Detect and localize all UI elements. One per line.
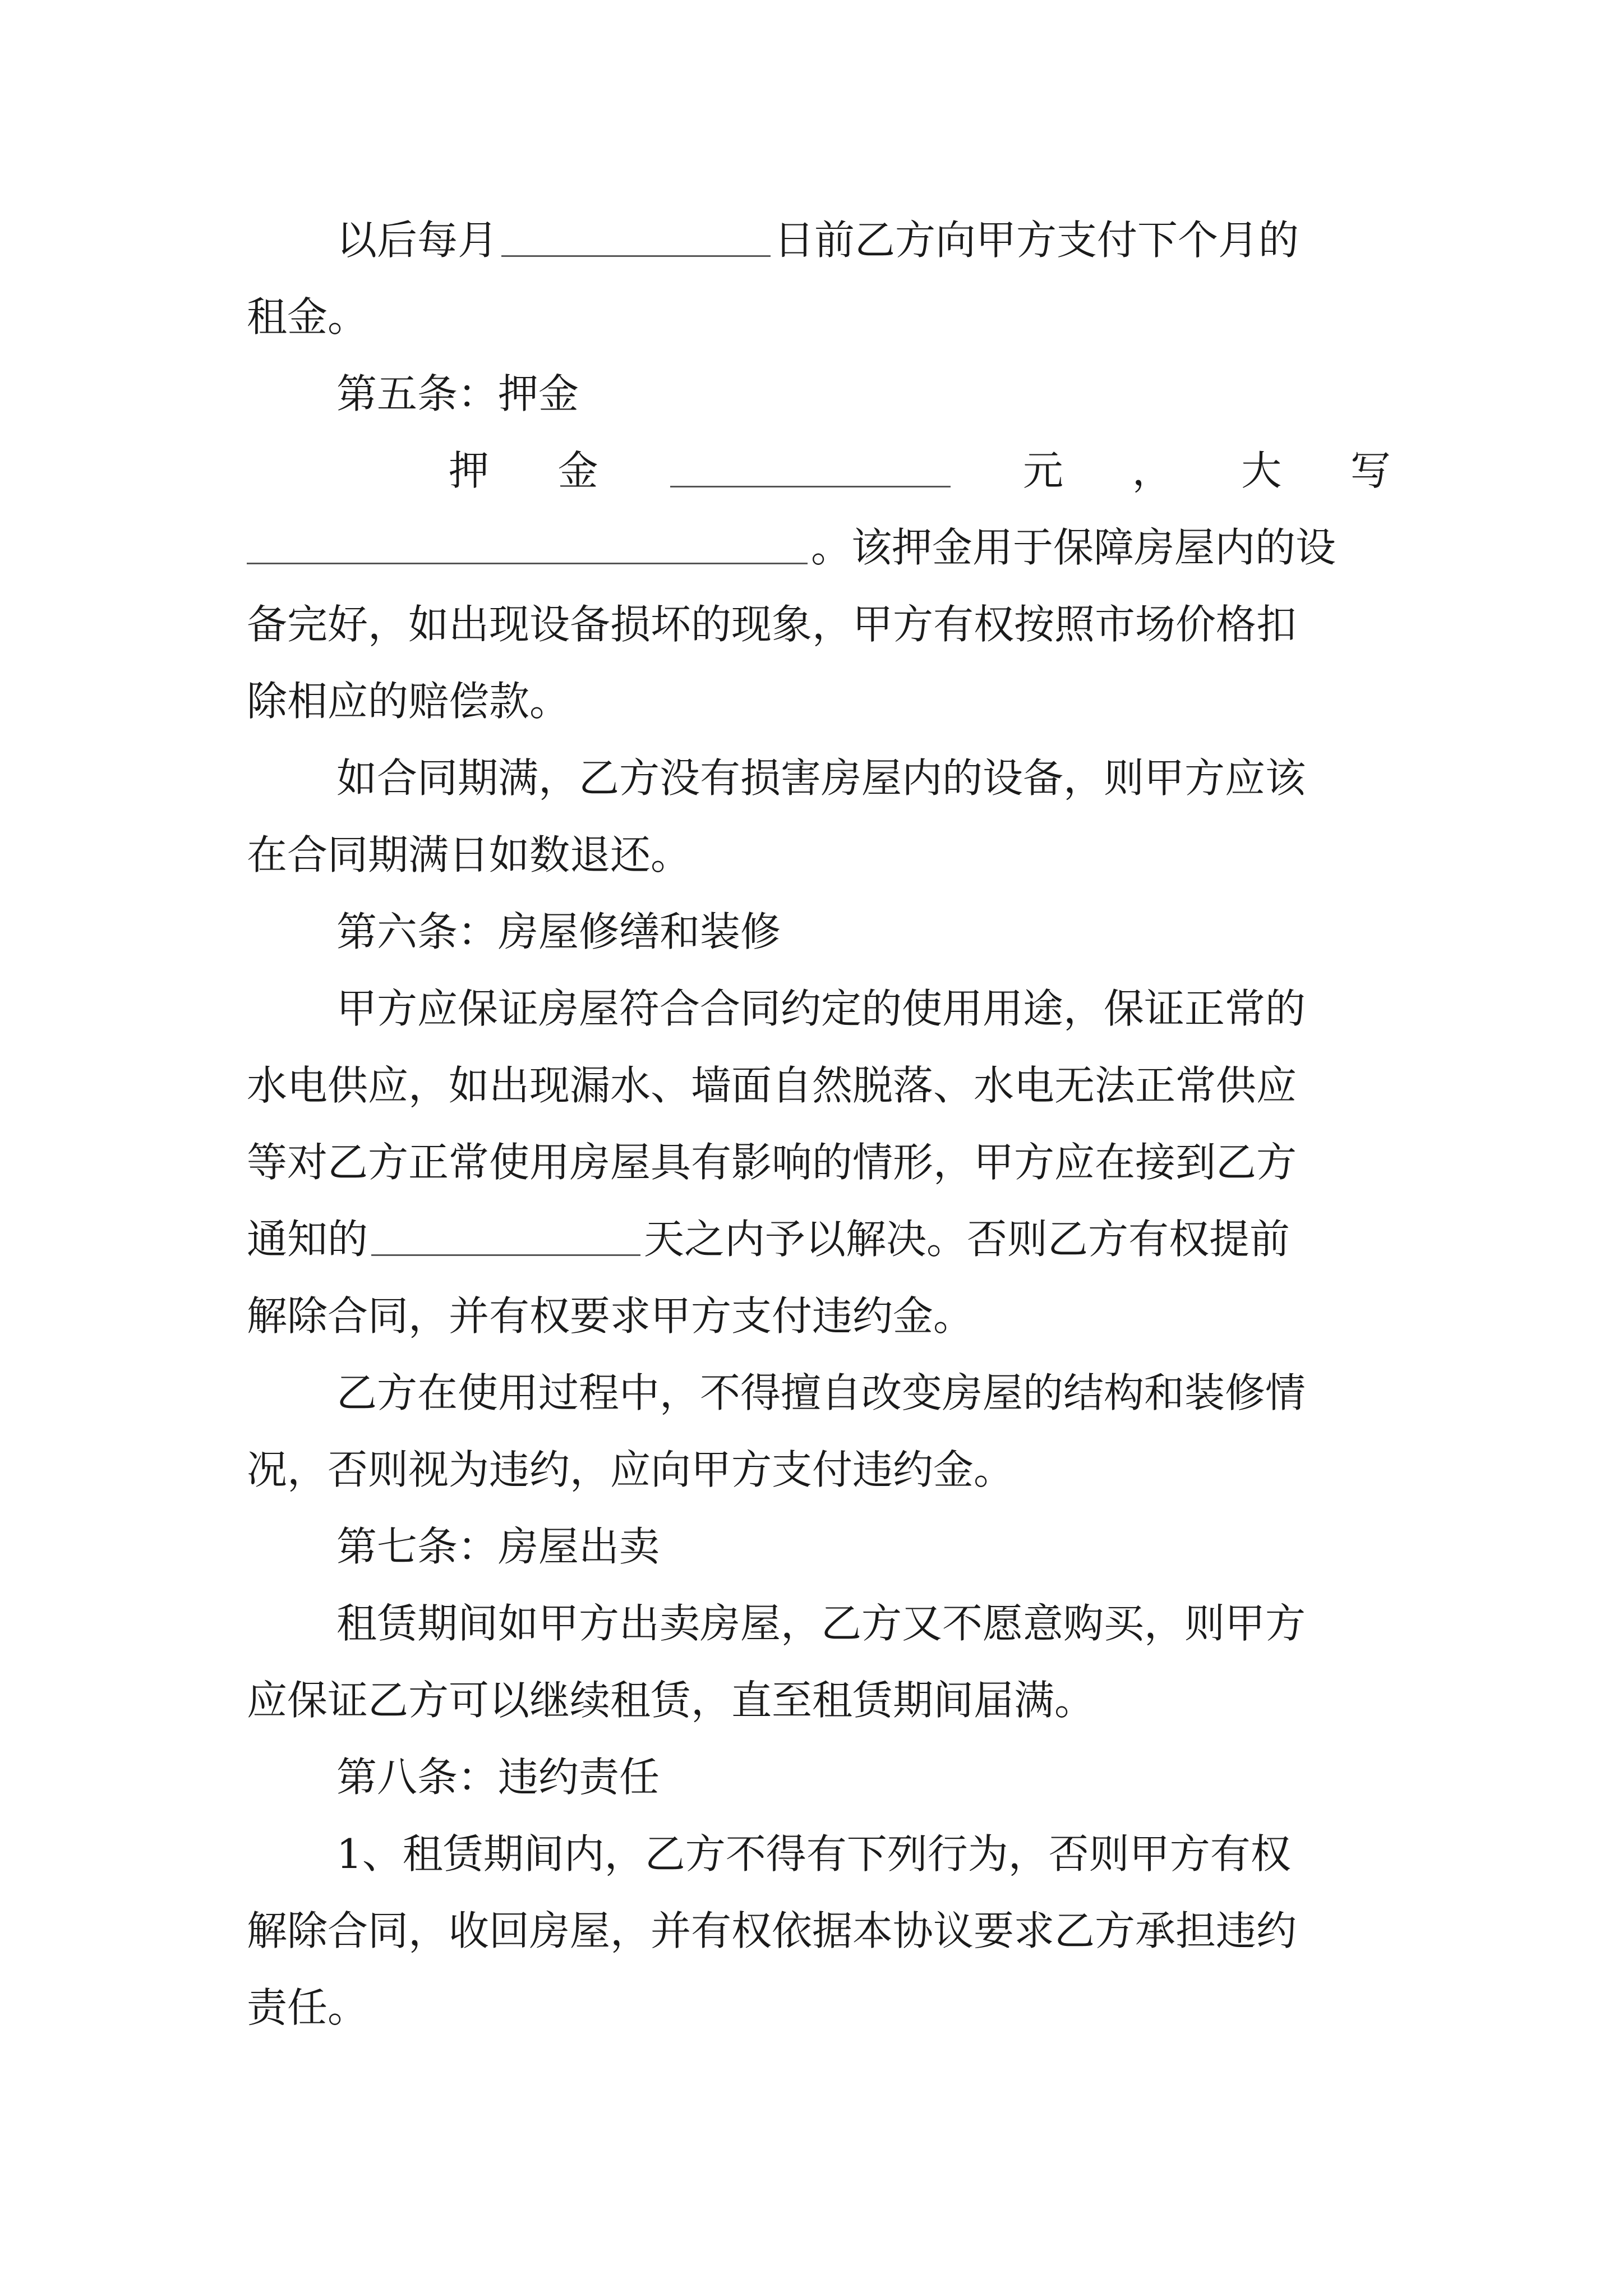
text: 解除合同，收回房屋，并有权依据本协议要求乙方承担违约 bbox=[247, 1907, 1297, 1954]
text: 除相应的赔偿款。 bbox=[247, 678, 570, 725]
daxie-char-2: 写 bbox=[1350, 447, 1391, 494]
deposit-char-1: 押 bbox=[449, 447, 490, 494]
deposit-refund-line-2 bbox=[247, 817, 1391, 894]
text: 。该押金用于保障房屋内的设 bbox=[811, 524, 1336, 571]
comma-text: ， bbox=[1132, 447, 1173, 494]
sale-line-2 bbox=[247, 1662, 1391, 1739]
rent-payment-line-2 bbox=[247, 279, 1391, 356]
article-8-heading bbox=[247, 1739, 1391, 1816]
text: 应保证乙方可以继续租赁，直至租赁期间届满。 bbox=[247, 1677, 1095, 1724]
days-blank bbox=[371, 1214, 640, 1256]
deposit-char-2: 金 bbox=[557, 447, 598, 494]
repair-line-4 bbox=[247, 1201, 1391, 1278]
repair-line-3 bbox=[247, 1124, 1391, 1201]
text: 水电供应，如出现漏水、墙面自然脱落、水电无法正常供应 bbox=[247, 1062, 1297, 1109]
text: 在合同期满日如数退还。 bbox=[247, 831, 691, 878]
text: 解除合同，并有权要求甲方支付违约金。 bbox=[247, 1292, 974, 1340]
text: 备完好，如出现设备损坏的现象，甲方有权按照市场价格扣 bbox=[247, 601, 1297, 648]
text: 等对乙方正常使用房屋具有影响的情形，甲方应在接到乙方 bbox=[247, 1139, 1297, 1186]
deposit-amount-line bbox=[247, 432, 1391, 509]
document-page bbox=[247, 202, 1391, 2046]
heading-text: 第七条：房屋出卖 bbox=[336, 1523, 660, 1570]
text: 租金。 bbox=[247, 293, 368, 341]
decoration-line-1 bbox=[247, 1355, 1391, 1432]
heading-text: 第六条：房屋修缮和装修 bbox=[336, 908, 781, 955]
deposit-line-2 bbox=[247, 509, 1391, 586]
deposit-capital-blank bbox=[247, 522, 808, 564]
yuan-text: 元 bbox=[1022, 447, 1063, 494]
decoration-line-2 bbox=[247, 1432, 1391, 1508]
deposit-line-3 bbox=[247, 586, 1391, 663]
text: 责任。 bbox=[247, 1984, 368, 2031]
heading-text: 第八条：违约责任 bbox=[336, 1754, 660, 1801]
deposit-line-4 bbox=[247, 663, 1391, 740]
text: 日前乙方向甲方支付下个月的 bbox=[774, 217, 1299, 264]
deposit-amount-blank bbox=[670, 445, 951, 487]
daxie-char-1: 大 bbox=[1241, 447, 1282, 494]
article-7-heading bbox=[247, 1508, 1391, 1585]
breach-line-2 bbox=[247, 1893, 1391, 1970]
heading-text: 第五条：押金 bbox=[336, 370, 579, 417]
text: 通知的 bbox=[247, 1216, 368, 1263]
article-5-heading bbox=[247, 356, 1391, 432]
repair-line-5 bbox=[247, 1278, 1391, 1355]
text: 1、租赁期间内，乙方不得有下列行为，否则甲方有权 bbox=[336, 1830, 1291, 1878]
day-blank bbox=[501, 215, 771, 257]
text: 甲方应保证房屋符合合同约定的使用用途，保证正常的 bbox=[336, 985, 1306, 1032]
sale-line-1 bbox=[247, 1585, 1391, 1662]
text: 租赁期间如甲方出卖房屋，乙方又不愿意购买，则甲方 bbox=[336, 1600, 1306, 1647]
breach-line-3 bbox=[247, 1970, 1391, 2046]
text: 如合同期满，乙方没有损害房屋内的设备，则甲方应该 bbox=[336, 754, 1306, 802]
text: 乙方在使用过程中，不得擅自改变房屋的结构和装修情 bbox=[336, 1369, 1306, 1416]
article-6-heading bbox=[247, 894, 1391, 970]
breach-line-1 bbox=[247, 1816, 1391, 1893]
text: 以后每月 bbox=[336, 217, 499, 264]
repair-line-2 bbox=[247, 1047, 1391, 1124]
rent-payment-line-1 bbox=[247, 202, 1391, 279]
repair-line-1 bbox=[247, 970, 1391, 1047]
deposit-refund-line-1 bbox=[247, 740, 1391, 817]
text: 天之内予以解决。否则乙方有权提前 bbox=[644, 1216, 1290, 1263]
text: 况，否则视为违约，应向甲方支付违约金。 bbox=[247, 1446, 1015, 1493]
